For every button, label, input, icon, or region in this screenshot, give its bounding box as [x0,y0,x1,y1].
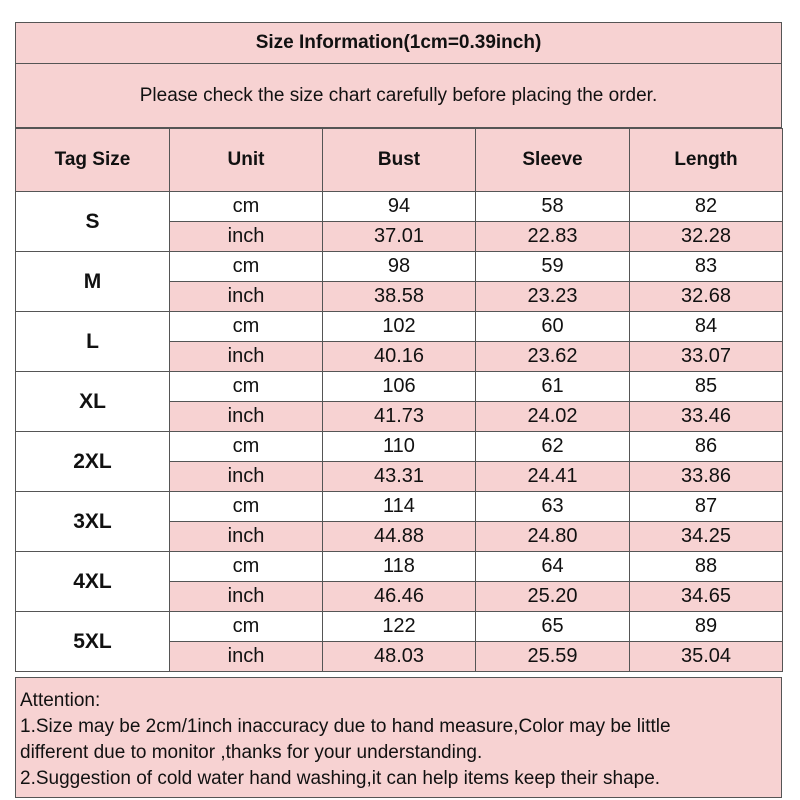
bust-cell: 46.46 [323,582,476,612]
unit-cell: cm [170,552,323,582]
unit-cell: cm [170,252,323,282]
sleeve-cell: 24.41 [476,462,630,492]
unit-cell: inch [170,642,323,672]
sleeve-cell: 24.02 [476,402,630,432]
length-cell: 33.07 [630,342,783,372]
tag-size-cell: 4XL [16,552,170,612]
table-row-cm [16,312,783,342]
length-cell: 35.04 [630,642,783,672]
length-cell: 84 [630,312,783,342]
table-row-cm [16,252,783,282]
length-cell: 87 [630,492,783,522]
chart-notice: Please check the size chart carefully before placing the order. [15,64,782,128]
length-cell: 88 [630,552,783,582]
table-row-cm [16,492,783,522]
sleeve-cell: 22.83 [476,222,630,252]
unit-cell: cm [170,612,323,642]
sleeve-cell: 25.20 [476,582,630,612]
header-bust: Bust [323,129,476,192]
length-cell: 33.86 [630,462,783,492]
length-cell: 85 [630,372,783,402]
bust-cell: 41.73 [323,402,476,432]
sleeve-cell: 61 [476,372,630,402]
bust-cell: 48.03 [323,642,476,672]
header-sleeve: Sleeve [476,129,630,192]
attention-heading: Attention: [20,690,101,711]
bust-cell: 43.31 [323,462,476,492]
length-cell: 82 [630,192,783,222]
length-cell: 34.65 [630,582,783,612]
length-cell: 33.46 [630,402,783,432]
tag-size-cell: S [16,192,170,252]
table-row-cm [16,552,783,582]
length-cell: 32.28 [630,222,783,252]
tag-size-cell: XL [16,372,170,432]
header-unit: Unit [170,129,323,192]
table-row-cm [16,372,783,402]
header-length: Length [630,129,783,192]
unit-cell: inch [170,522,323,552]
sleeve-cell: 23.62 [476,342,630,372]
sleeve-cell: 62 [476,432,630,462]
sleeve-cell: 64 [476,552,630,582]
length-cell: 86 [630,432,783,462]
table-row-cm [16,432,783,462]
unit-cell: inch [170,402,323,432]
bust-cell: 110 [323,432,476,462]
unit-cell: inch [170,582,323,612]
unit-cell: cm [170,492,323,522]
unit-cell: inch [170,342,323,372]
tag-size-cell: L [16,312,170,372]
bust-cell: 38.58 [323,282,476,312]
attention-line: 2.Suggestion of cold water hand washing,it can help items keep their shape. [20,768,661,789]
unit-cell: inch [170,282,323,312]
length-cell: 32.68 [630,282,783,312]
sleeve-cell: 58 [476,192,630,222]
tag-size-cell: 2XL [16,432,170,492]
sleeve-cell: 65 [476,612,630,642]
bust-cell: 106 [323,372,476,402]
tag-size-cell: 5XL [16,612,170,672]
sleeve-cell: 25.59 [476,642,630,672]
length-cell: 89 [630,612,783,642]
sleeve-cell: 24.80 [476,522,630,552]
bust-cell: 102 [323,312,476,342]
attention-line: 1.Size may be 2cm/1inch inaccuracy due to hand measure,Color may be little [20,716,671,737]
length-cell: 34.25 [630,522,783,552]
sleeve-cell: 59 [476,252,630,282]
table-row-cm [16,612,783,642]
sleeve-cell: 63 [476,492,630,522]
bust-cell: 94 [323,192,476,222]
unit-cell: cm [170,192,323,222]
tag-size-cell: 3XL [16,492,170,552]
bust-cell: 40.16 [323,342,476,372]
unit-cell: cm [170,372,323,402]
bust-cell: 114 [323,492,476,522]
attention-note [15,677,782,798]
bust-cell: 118 [323,552,476,582]
unit-cell: inch [170,222,323,252]
bust-cell: 98 [323,252,476,282]
bust-cell: 122 [323,612,476,642]
sleeve-cell: 23.23 [476,282,630,312]
header-tag-size: Tag Size [16,129,170,192]
tag-size-cell: M [16,252,170,312]
attention-line: different due to monitor ,thanks for your understanding. [20,742,483,763]
sleeve-cell: 60 [476,312,630,342]
table-row-cm [16,192,783,222]
bust-cell: 37.01 [323,222,476,252]
unit-cell: cm [170,312,323,342]
bust-cell: 44.88 [323,522,476,552]
length-cell: 83 [630,252,783,282]
size-table [15,128,783,672]
size-chart-sheet [15,22,782,798]
chart-title: Size Information(1cm=0.39inch) [15,22,782,64]
unit-cell: cm [170,432,323,462]
table-header-row [16,129,783,192]
unit-cell: inch [170,462,323,492]
size-table-body [16,192,783,672]
